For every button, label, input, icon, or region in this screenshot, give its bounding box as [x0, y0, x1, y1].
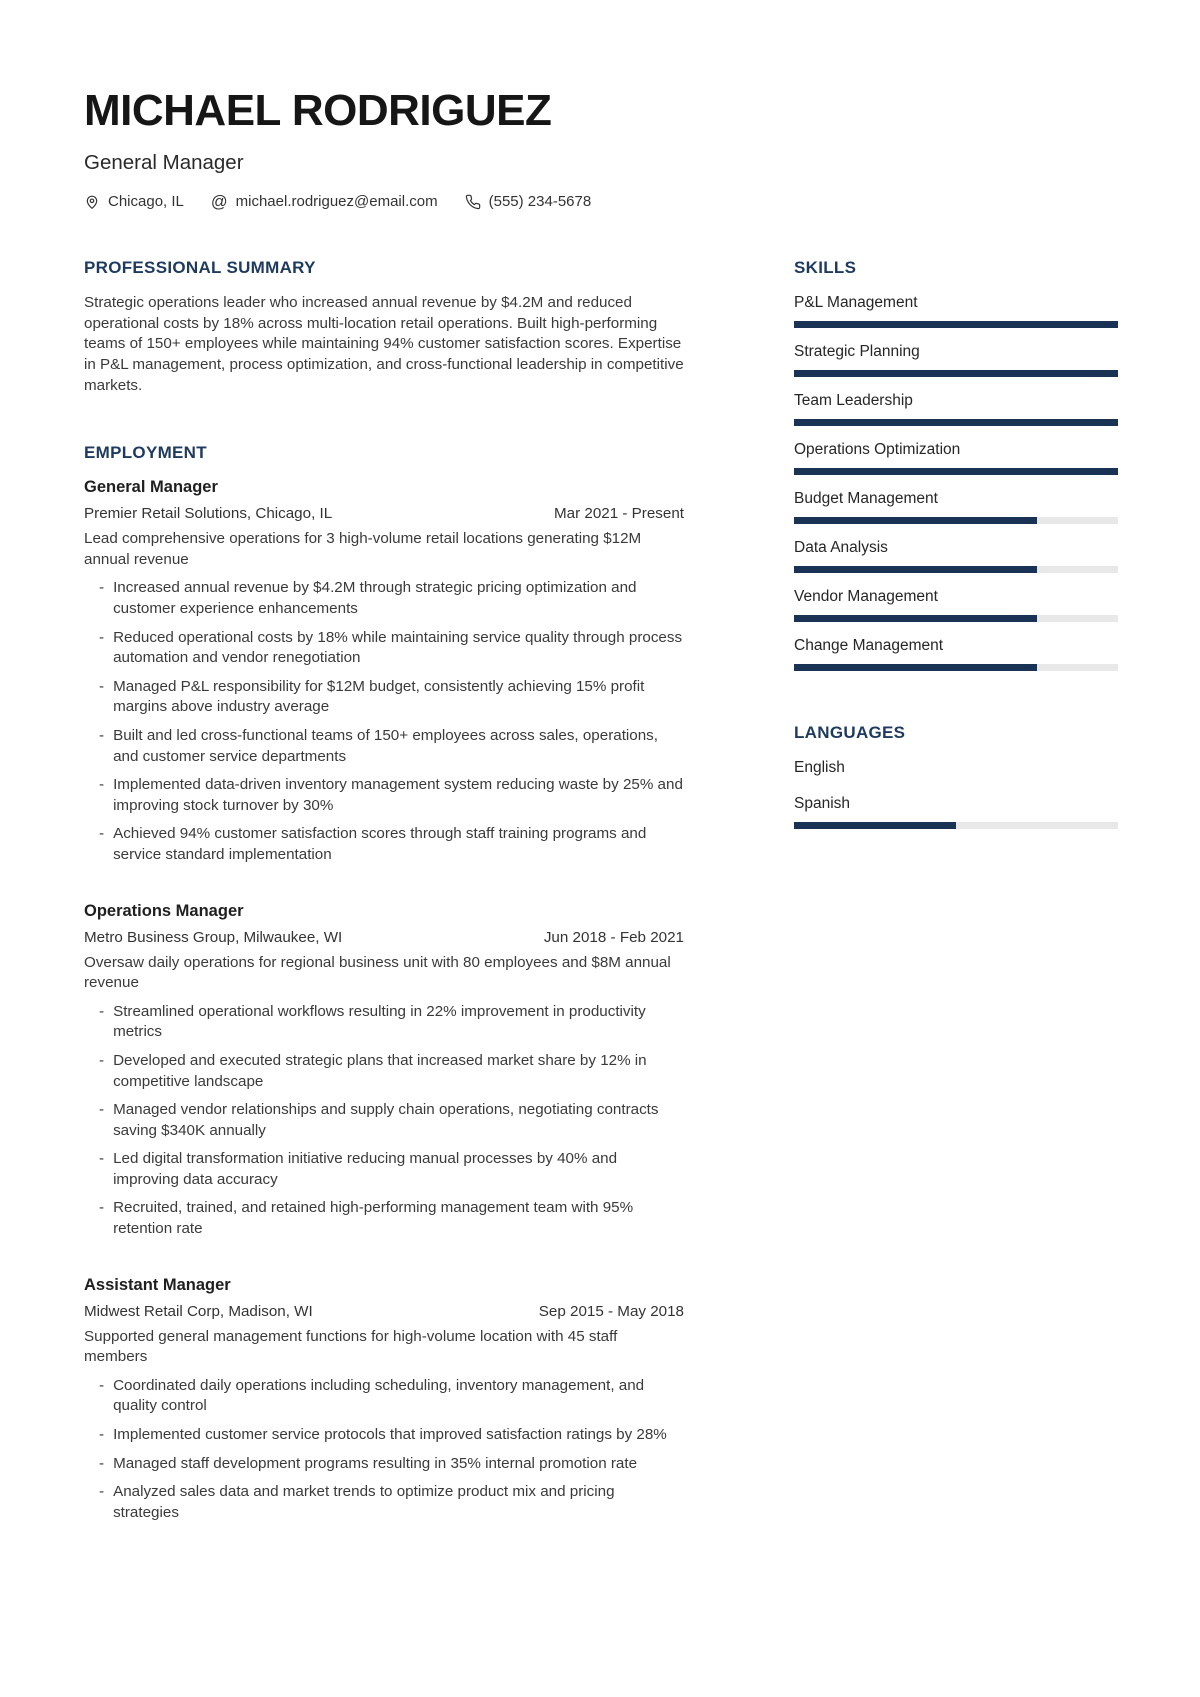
job-entry — [84, 902, 684, 1240]
job-bullet — [84, 677, 684, 718]
skill-item — [794, 489, 1118, 524]
job-bullet — [84, 824, 684, 865]
skill-label: Team Leadership — [794, 392, 913, 410]
skills-section — [794, 258, 1118, 671]
job-company: Metro Business Group, Milwaukee, WI — [84, 928, 343, 946]
bullet-text: Built and led cross-functional teams of 150+ employees across sales, operations, and customer service departments — [113, 726, 658, 765]
phone-icon — [465, 194, 481, 210]
language-item — [794, 794, 1118, 829]
languages-heading: LANGUAGES — [794, 723, 906, 743]
bullet-text: Developed and executed strategic plans that increased market share by 12% in competitive landscape — [113, 1051, 647, 1090]
skill-bar-fill — [794, 419, 1118, 426]
skill-item — [794, 587, 1118, 622]
languages-section — [794, 723, 1118, 829]
summary-section — [84, 258, 684, 396]
job-dates: Jun 2018 - Feb 2021 — [543, 928, 684, 946]
bullet-text: Streamlined operational workflows resulting in 22% improvement in productivity metrics — [113, 1002, 646, 1041]
language-bar-track — [794, 822, 1118, 829]
skill-item — [794, 440, 1118, 475]
bullet-text: Implemented customer service protocols that improved satisfaction ratings by 28% — [113, 1426, 667, 1444]
bullet-dash: - — [99, 1051, 105, 1069]
skill-bar-track — [794, 468, 1118, 475]
contact-location — [84, 193, 184, 210]
job-bullet-list — [84, 1376, 684, 1524]
bullet-dash: - — [99, 1376, 105, 1394]
job-bullet — [84, 726, 684, 767]
bullet-text: Reduced operational costs by 18% while maintaining service quality through process automation and vendor renegotiation — [113, 628, 683, 667]
job-bullet — [84, 1002, 684, 1043]
job-bullet — [84, 1051, 684, 1092]
skill-label: Budget Management — [794, 490, 938, 508]
bullet-text: Analyzed sales data and market trends to optimize product mix and pricing strategies — [113, 1483, 615, 1521]
contact-phone-text: (555) 234-5678 — [488, 193, 592, 211]
bullet-dash: - — [99, 1199, 105, 1217]
skill-label: P&L Management — [794, 294, 918, 312]
bullet-dash: - — [99, 776, 105, 794]
skill-bar-fill — [794, 517, 1037, 524]
job-entry — [84, 1276, 684, 1524]
job-dates: Mar 2021 - Present — [554, 505, 684, 523]
skills-heading: SKILLS — [794, 258, 857, 278]
summary-heading: PROFESSIONAL SUMMARY — [84, 258, 316, 278]
job-bullet — [84, 1482, 684, 1523]
job-bullet — [84, 578, 684, 619]
skill-bar-fill — [794, 566, 1037, 573]
job-company-row — [84, 1303, 684, 1320]
job-company-row — [84, 929, 684, 946]
bullet-dash: - — [99, 579, 105, 597]
candidate-job-title: General Manager — [84, 151, 244, 175]
contact-email-text: michael.rodriguez@email.com — [235, 193, 438, 211]
main-column — [84, 258, 684, 1523]
skill-bar-track — [794, 664, 1118, 671]
job-description: Lead comprehensive operations for 3 high-volume retail locations generating $12M annual revenue — [84, 530, 642, 568]
bullet-text: Managed vendor relationships and supply chain operations, negotiating contracts saving $340K annually — [113, 1101, 659, 1139]
bullet-dash: - — [99, 1426, 105, 1444]
skill-bar-track — [794, 419, 1118, 426]
job-title: General Manager — [84, 478, 218, 497]
bullet-text: Recruited, trained, and retained high-performing management team with 95% retention rate — [113, 1199, 634, 1238]
job-bullet — [84, 628, 684, 669]
skill-bar-track — [794, 566, 1118, 573]
skill-item — [794, 391, 1118, 426]
skill-label: Vendor Management — [794, 588, 938, 606]
bullet-text: Coordinated daily operations including scheduling, inventory management, and quality control — [113, 1376, 645, 1415]
language-item — [794, 758, 1118, 777]
skill-bar-fill — [794, 615, 1037, 622]
bullet-dash: - — [99, 1101, 105, 1119]
skill-label: Operations Optimization — [794, 441, 961, 459]
bullet-dash: - — [99, 677, 105, 695]
bullet-text: Managed staff development programs resulting in 35% internal promotion rate — [113, 1454, 638, 1472]
job-bullet — [84, 1100, 684, 1141]
skill-bar-fill — [794, 370, 1118, 377]
language-label: Spanish — [794, 795, 851, 813]
job-bullet — [84, 1425, 684, 1446]
skill-bar-track — [794, 321, 1118, 328]
bullet-dash: - — [99, 1150, 105, 1168]
bullet-text: Implemented data-driven inventory management system reducing waste by 25% and improving stock turnover by 30% — [113, 776, 683, 814]
bullet-dash: - — [99, 628, 105, 646]
content-columns — [84, 258, 1118, 1523]
bullet-dash: - — [99, 1002, 105, 1020]
contact-email — [211, 193, 438, 210]
job-bullet-list — [84, 578, 684, 865]
job-description: Oversaw daily operations for regional business unit with 80 employees and $8M annual revenue — [84, 953, 671, 992]
skill-item — [794, 342, 1118, 377]
skill-bar-track — [794, 615, 1118, 622]
job-title: Operations Manager — [84, 901, 244, 920]
language-label: English — [794, 759, 845, 777]
sidebar-column — [794, 258, 1118, 1523]
job-dates: Sep 2015 - May 2018 — [538, 1302, 684, 1320]
bullet-text: Increased annual revenue by $4.2M through strategic pricing optimization and customer experience enhancements — [113, 579, 637, 618]
contact-location-text: Chicago, IL — [108, 193, 184, 211]
skill-bar-fill — [794, 321, 1118, 328]
skill-item — [794, 636, 1118, 671]
job-bullet — [84, 1198, 684, 1239]
skill-bar-track — [794, 370, 1118, 377]
candidate-name: MICHAEL RODRIGUEZ — [84, 86, 552, 135]
bullet-text: Led digital transformation initiative reducing manual processes by 40% and improving data accuracy — [113, 1150, 618, 1188]
language-bar-fill — [794, 822, 956, 829]
skill-item — [794, 293, 1118, 328]
summary-text: Strategic operations leader who increased annual revenue by $4.2M and reduced operational costs by 18% across multi-location retail operations. Built high-performing teams of 150+ employees while maintaining 94% customer satisfaction scores. Expertise in P&L management, process optimization, and cross-functional leadership in competitive markets. — [84, 294, 684, 394]
job-bullet — [84, 1149, 684, 1190]
at-sign-icon: @ — [210, 192, 228, 211]
skill-label: Data Analysis — [794, 539, 888, 557]
bullet-text: Achieved 94% customer satisfaction scores through staff training programs and service standard implementation — [113, 825, 647, 863]
bullet-dash: - — [99, 825, 105, 843]
bullet-dash: - — [99, 1454, 105, 1472]
job-entry — [84, 478, 684, 865]
job-bullet — [84, 775, 684, 816]
job-company: Premier Retail Solutions, Chicago, IL — [84, 505, 333, 523]
job-title: Assistant Manager — [84, 1275, 231, 1294]
employment-section — [84, 443, 684, 1523]
employment-heading: EMPLOYMENT — [84, 443, 207, 463]
skill-label: Change Management — [794, 637, 944, 655]
contact-phone — [465, 193, 592, 210]
skill-label: Strategic Planning — [794, 343, 920, 361]
job-description: Supported general management functions for high-volume location with 45 staff members — [84, 1327, 618, 1366]
bullet-dash: - — [99, 726, 105, 744]
bullet-dash: - — [99, 1483, 105, 1501]
skill-bar-fill — [794, 468, 1118, 475]
contact-row — [84, 193, 1118, 210]
job-bullet — [84, 1376, 684, 1417]
resume-header — [84, 86, 1118, 210]
job-bullet — [84, 1454, 684, 1475]
job-bullet-list — [84, 1002, 684, 1240]
bullet-text: Managed P&L responsibility for $12M budget, consistently achieving 15% profit margins above industry average — [113, 677, 645, 716]
job-company-row — [84, 505, 684, 522]
skill-bar-track — [794, 517, 1118, 524]
job-company: Midwest Retail Corp, Madison, WI — [84, 1302, 313, 1320]
skill-bar-fill — [794, 664, 1037, 671]
skill-item — [794, 538, 1118, 573]
location-pin-icon — [84, 194, 100, 210]
